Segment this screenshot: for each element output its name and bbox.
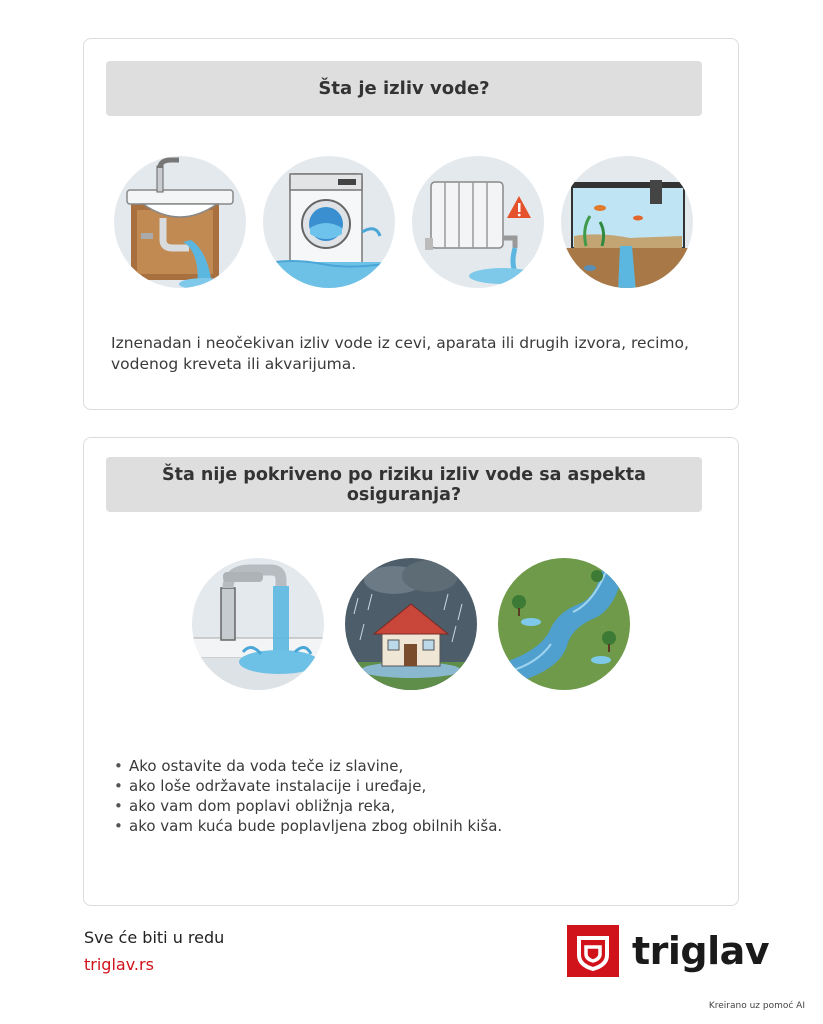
website-link[interactable]: triglav.rs xyxy=(84,955,154,974)
footer-tagline: Sve će biti u redu xyxy=(84,928,225,947)
aquarium-leak-icon xyxy=(560,152,694,292)
radiator-leak-icon xyxy=(411,152,545,292)
section-heading: Šta je izliv vode? xyxy=(106,61,702,116)
triglav-shield-icon xyxy=(567,925,619,977)
brand-name: triglav xyxy=(632,929,770,973)
brand-logo xyxy=(567,925,769,977)
not-covered-card xyxy=(83,437,739,906)
list-item: • ako vam dom poplavi obližnja reka, xyxy=(112,796,502,816)
list-item: • Ako ostavite da voda teče iz slavine, xyxy=(112,756,502,776)
illustration-row xyxy=(113,152,738,292)
water-leak-definition-card xyxy=(83,38,739,410)
section-heading: Šta nije pokriveno po riziku izliv vode sa aspekta osiguranja? xyxy=(106,457,702,512)
list-item: • ako loše održavate instalacije i uređaje, xyxy=(112,776,502,796)
ai-credit-note: Kreirano uz pomoć AI xyxy=(708,1001,805,1011)
illustration-row xyxy=(191,554,738,694)
washing-machine-leak-icon xyxy=(262,152,396,292)
sink-leak-icon xyxy=(113,152,247,292)
rain-house-icon xyxy=(344,554,478,694)
running-faucet-icon xyxy=(191,554,325,694)
list-item: • ako vam kuća bude poplavljena zbog obilnih kiša. xyxy=(112,816,502,836)
not-covered-list xyxy=(112,756,502,836)
section-description: Iznenadan i neočekivan izliv vode iz cevi, aparata ili drugih izvora, recimo, vodenog kreveta ili akvarijuma. xyxy=(111,334,689,373)
river-flood-icon xyxy=(497,554,631,694)
